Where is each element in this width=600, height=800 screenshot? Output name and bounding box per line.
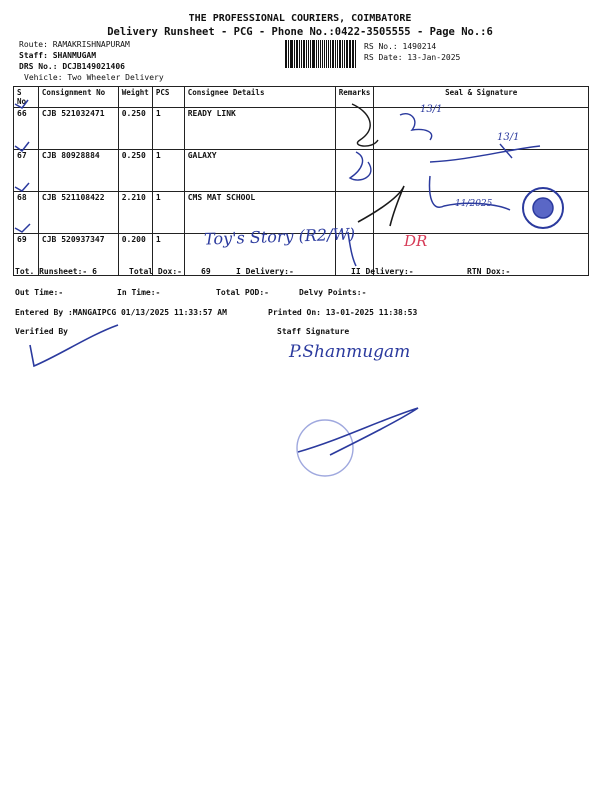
weight-cell: 0.250 [118,150,152,192]
consignee-cell: CMS MAT SCHOOL [184,192,335,234]
barcode-bar [303,40,305,68]
weight-cell: 2.210 [118,192,152,234]
weight-cell: 0.200 [118,234,152,276]
table-row [14,150,589,192]
barcode-bar [339,40,342,68]
runsheet-table [13,86,589,276]
barcode-bar [312,40,315,68]
rs-date: RS Date: 13-Jan-2025 [364,53,461,62]
barcode-bar [310,40,312,68]
delvy-points: Delvy Points:- [299,288,367,297]
runsheet-subtitle: Delivery Runsheet - PCG - Phone No.:0422-3505555 - Page No.:6 [107,26,493,38]
consignee-cell: READY LINK [184,108,335,150]
barcode [285,40,357,68]
drs-label: DRS No.: DCJB149021406 [19,62,125,71]
barcode-bar [328,40,330,68]
weight-cell: 0.250 [118,108,152,150]
sno-cell: 67 [14,150,39,192]
row66-date-note: 13/1 [420,104,443,115]
barcode-bar [288,40,289,68]
consignment-cell: CJB 80928884 [38,150,118,192]
barcode-bar [316,40,317,68]
total-dox-value: 69 [201,267,211,276]
consignee-cell: GALAXY [184,150,335,192]
pcs-cell: 1 [152,234,184,276]
ii-delivery: II Delivery:- [351,267,414,276]
entered-by: Entered By :MANGAIPCG 01/13/2025 11:33:57 AM [15,308,227,317]
barcode-bar [324,40,325,68]
remarks-cell [335,108,374,150]
verified-by-label: Verified By [15,327,68,336]
vehicle-label: Vehicle: Two Wheeler Delivery [24,73,164,82]
barcode-bar [344,40,345,68]
barcode-bar [337,40,338,68]
total-pod: Total POD:- [216,288,269,297]
faded-stamp-icon [297,420,353,476]
barcode-bar [285,40,287,68]
seal-cell [374,150,589,192]
barcode-bar [332,40,334,68]
row67-date-note: 13/1 [497,132,520,143]
barcode-bar [296,40,299,68]
stamp-signature-icon [298,408,418,455]
col-consignment: Consignment No [38,87,118,108]
barcode-bar [326,40,327,68]
barcode-bar [346,40,348,68]
col-remarks: Remarks [335,87,374,108]
staff-signature: P.Shanmugam [289,342,411,362]
barcode-bar [355,40,356,68]
staff-label: Staff: SHANMUGAM [19,51,97,60]
barcode-bar [306,40,307,68]
rtn-dox: RTN Dox:- [467,267,511,276]
sno-cell: 69 [14,234,39,276]
barcode-bar [322,40,323,68]
col-pcs: PCS [152,87,184,108]
col-weight: Weight [118,87,152,108]
pcs-cell: 1 [152,150,184,192]
consignment-cell: CJB 521108422 [38,192,118,234]
in-time: In Time:- [117,288,161,297]
barcode-bar [330,40,331,68]
rs-number: RS No.: 1490214 [364,42,437,51]
table-header-row [14,87,589,108]
row69-handwritten-note: Toy's Story (R2/W) [203,224,356,249]
barcode-bar [301,40,302,68]
out-time: Out Time:- [15,288,64,297]
barcode-bar [291,40,293,68]
seal-cell [374,108,589,150]
barcode-bar [318,40,319,68]
pcs-cell: 1 [152,108,184,150]
date-note: 11/2025 [455,199,493,209]
barcode-bar [320,40,322,68]
seal-cell [374,192,589,234]
printed-on: Printed On: 13-01-2025 11:38:53 [268,308,418,317]
table-row [14,108,589,150]
barcode-bar [290,40,291,68]
consignment-cell: CJB 521032471 [38,108,118,150]
row69-initials: DR [404,232,428,250]
barcode-bar [335,40,336,68]
consignment-cell: CJB 520937347 [38,234,118,276]
col-consignee: Consignee Details [184,87,335,108]
i-delivery: I Delivery:- [236,267,294,276]
remarks-cell [335,150,374,192]
barcode-bar [342,40,343,68]
col-seal: Seal & Signature [374,87,589,108]
pcs-cell: 1 [152,192,184,234]
sno-cell: 68 [14,192,39,234]
tot-runsheet: Tot. Runsheet:- 6 [15,267,97,276]
company-title: THE PROFESSIONAL COURIERS, COIMBATORE [188,13,412,24]
barcode-bar [349,40,350,68]
barcode-bar [299,40,300,68]
col-sno: S No [14,87,39,108]
barcode-bar [350,40,351,68]
barcode-bar [308,40,309,68]
sno-cell: 66 [14,108,39,150]
total-dox-label: Total Dox:- [129,267,182,276]
barcode-bar [294,40,295,68]
barcode-bar [352,40,354,68]
staff-signature-label: Staff Signature [277,327,350,336]
route-label: Route: RAMAKRISHNAPURAM [19,40,130,49]
